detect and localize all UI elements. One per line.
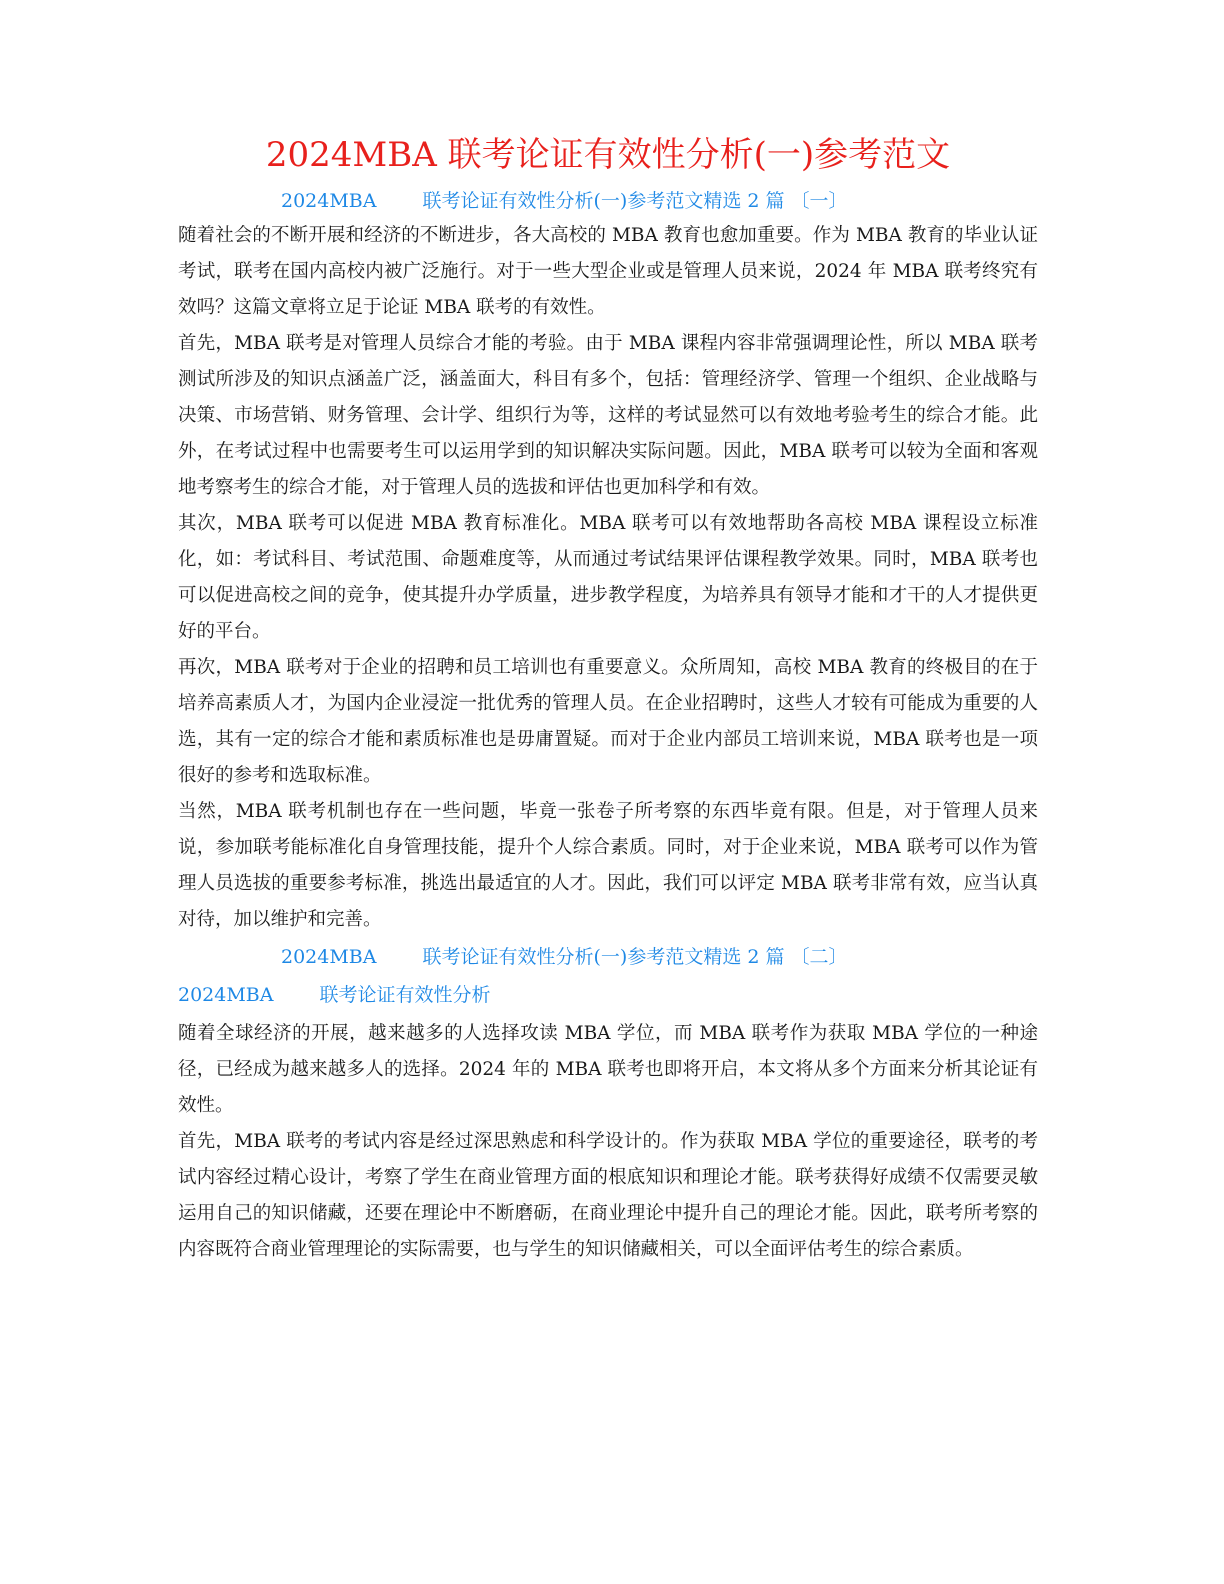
section-1-heading [178,186,1038,216]
paragraph: 当然，MBA 联考机制也存在一些问题，毕竟一张卷子所考察的东西毕竟有限。但是，对于管理人员来说，参加联考能标准化自身管理技能，提升个人综合素质。同时，对于企业来说，MBA 联考可以作为管理人员选拔的重要参考标准，挑选出最适宜的人才。因此，我们可以评定 MBA 联考非常有效，应当认真对待，加以维护和完善。 [178,801,1038,930]
section-1-heading-left: 2024MBA [281,190,377,212]
section-2-heading-right: 联考论证有效性分析(一)参考范文精选 2 篇 〔二〕 [422,946,848,968]
paragraph: 首先，MBA 联考的考试内容是经过深思熟虑和科学设计的。作为获取 MBA 学位的重要途径，联考的考试内容经过精心设计，考察了学生在商业管理方面的根底知识和理论才能。联考获得好成绩不仅需要灵敏运用自己的知识储藏，还要在理论中不断磨砺，在商业理论中提升自己的理论才能。因此，联考所考察的内容既符合商业管理理论的实际需要，也与学生的知识储藏相关，可以全面评估考生的综合素质。 [178,1131,1038,1260]
paragraph: 随着全球经济的开展，越来越多的人选择攻读 MBA 学位，而 MBA 联考作为获取 MBA 学位的一种途径，已经成为越来越多人的选择。2024 年的 MBA 联考也即将开启，本文将从多个方面来分析其论证有效性。 [178,1023,1038,1116]
section-2-heading [178,942,1038,972]
document-page [178,130,1038,1268]
paragraph: 再次，MBA 联考对于企业的招聘和员工培训也有重要意义。众所周知，高校 MBA 教育的终极目的在于培养高素质人才，为国内企业浸淀一批优秀的管理人员。在企业招聘时，这些人才较有可能成为重要的人选，其有一定的综合才能和素质标准也是毋庸置疑。而对于企业内部员工培训来说，MBA 联考也是一项很好的参考和选取标准。 [178,657,1038,786]
section-2-heading-left: 2024MBA [281,946,377,968]
paragraph: 随着社会的不断开展和经济的不断进步，各大高校的 MBA 教育也愈加重要。作为 MBA 教育的毕业认证考试，联考在国内高校内被广泛施行。对于一些大型企业或是管理人员来说，2024 年 MBA 联考终究有效吗？这篇文章将立足于论证 MBA 联考的有效性。 [178,225,1038,318]
paragraph: 其次，MBA 联考可以促进 MBA 教育标准化。MBA 联考可以有效地帮助各高校 MBA 课程设立标准化，如：考试科目、考试范围、命题难度等，从而通过考试结果评估课程教学效果。同时，MBA 联考也可以促进高校之间的竞争，使其提升办学质量，进步教学程度，为培养具有领导才能和才干的人才提供更好的平台。 [178,513,1038,642]
section-1-heading-right: 联考论证有效性分析(一)参考范文精选 2 篇 〔一〕 [422,190,848,212]
document-title: 2024MBA 联考论证有效性分析(一)参考范文 [265,135,951,175]
section-2-subheading-left: 2024MBA [178,984,274,1006]
section-1-body [178,218,1038,938]
paragraph: 首先，MBA 联考是对管理人员综合才能的考验。由于 MBA 课程内容非常强调理论性，所以 MBA 联考测试所涉及的知识点涵盖广泛，涵盖面大，科目有多个，包括：管理经济学、管理一个组织、企业战略与决策、市场营销、财务管理、会计学、组织行为等，这样的考试显然可以有效地考验考生的综合才能。此外，在考试过程中也需要考生可以运用学到的知识解决实际问题。因此，MBA 联考可以较为全面和客观地考察考生的综合才能，对于管理人员的选拔和评估也更加科学和有效。 [178,333,1038,498]
section-2-body [178,1016,1038,1268]
section-2-subheading-right: 联考论证有效性分析 [319,984,491,1006]
section-2-subheading [178,980,1038,1010]
